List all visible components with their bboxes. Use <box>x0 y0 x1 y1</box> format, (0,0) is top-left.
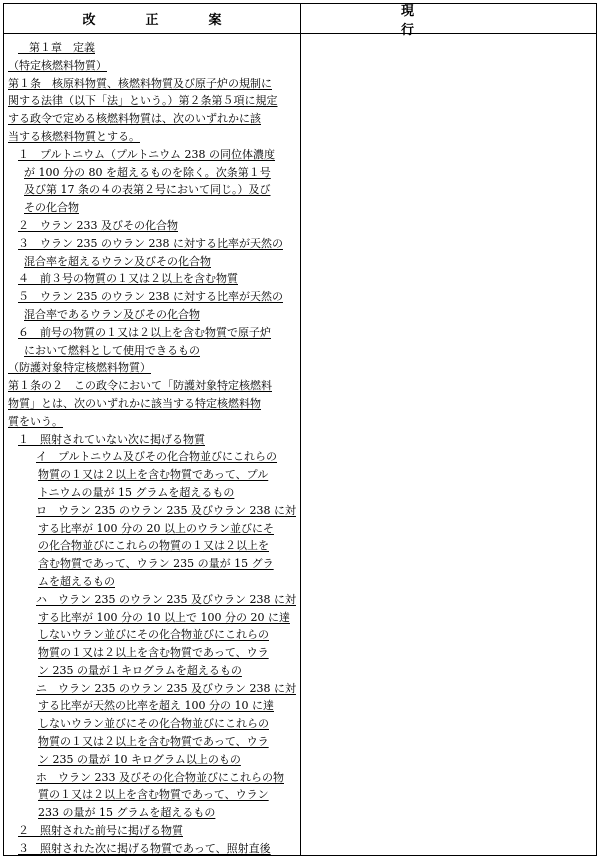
text-line <box>8 733 298 751</box>
text-line <box>8 520 298 538</box>
current-column <box>302 35 596 855</box>
text-line <box>8 164 298 182</box>
text-line-content: ムを超えるもの <box>38 574 115 588</box>
text-line <box>8 591 298 609</box>
text-line-content: しないウラン並びにその化合物並びにこれらの <box>38 717 269 731</box>
header-revised-draft: 改正案 <box>82 13 272 28</box>
text-line-content: 第１章 定義 <box>18 41 95 54</box>
text-line <box>8 573 298 591</box>
text-line-content: が 100 分の 80 を超えるものを除く。次条第１号 <box>24 165 271 179</box>
text-line-content: （防護対象特定核燃料物質） <box>8 361 151 375</box>
text-line-content: （特定核燃料物質） <box>8 58 107 72</box>
text-line <box>8 484 298 502</box>
text-line-content: 関する法律（以下「法」という。）第２条第５項に規定 <box>8 94 278 108</box>
text-line <box>8 431 298 449</box>
text-line <box>8 253 298 271</box>
text-line-content: その化合物 <box>24 201 79 215</box>
text-line-content: ６ 前号の物質の１又は２以上を含む物質で原子炉 <box>18 325 271 339</box>
text-line <box>8 39 298 57</box>
text-line-content: の化合物並びにこれらの物質の１又は２以上を <box>38 539 269 553</box>
text-line-content: する比率が 100 分の 20 以上のウラン並びにそ <box>38 521 274 535</box>
text-line <box>8 199 298 217</box>
text-line <box>8 537 298 555</box>
text-line-content: 当する核燃料物質とする。 <box>8 129 140 143</box>
text-line <box>8 840 298 858</box>
text-line <box>8 235 298 253</box>
text-line-content: ン 235 の量が 10 キログラム以上のもの <box>38 752 241 766</box>
text-line-content: する比率が 100 分の 10 以上で 100 分の 20 に達 <box>38 610 290 624</box>
text-line-content: 含む物質であって、ウラン 235 の量が 15 グラ <box>38 557 274 571</box>
text-line-content: 及び第 17 条の４の表第２号において同じ。）及び <box>24 183 271 197</box>
text-line-content: 第１条の２ この政令において「防護対象特定核燃料 <box>8 379 272 393</box>
text-line <box>8 697 298 715</box>
text-line <box>8 804 298 822</box>
text-line-content: 物質の１又は２以上を含む物質であって、プル <box>38 468 269 482</box>
text-line-content: ３ ウラン 235 のウラン 238 に対する比率が天然の <box>18 236 283 250</box>
text-line <box>8 715 298 733</box>
column-divider <box>300 4 301 855</box>
text-line-content: ２ ウラン 233 及びその化合物 <box>18 218 178 232</box>
text-line <box>8 146 298 164</box>
header-current: 現行 <box>401 3 515 38</box>
text-line-content: ２ 照射された前号に掲げる物質 <box>18 824 183 838</box>
text-line-content: ン 235 の量が１キログラムを超えるもの <box>38 663 242 677</box>
text-line <box>8 181 298 199</box>
text-line <box>8 751 298 769</box>
text-line <box>8 662 298 680</box>
text-line <box>8 466 298 484</box>
text-line-content: ３ 照射された次に掲げる物質であって、照射直後 <box>18 841 271 855</box>
text-line-content: 233 の量が 15 グラムを超えるもの <box>38 806 216 820</box>
text-line <box>8 822 298 840</box>
text-line-content: ロ ウラン 235 のウラン 235 及びウラン 238 に対 <box>36 503 296 517</box>
text-line <box>8 626 298 644</box>
text-line-content: する政令で定める核燃料物質は、次のいずれかに該 <box>8 112 261 126</box>
text-line-content: ４ 前３号の物質の１又は２以上を含む物質 <box>18 272 238 286</box>
text-line <box>8 128 298 146</box>
text-line <box>8 786 298 804</box>
text-line <box>8 359 298 377</box>
text-line <box>8 342 298 360</box>
text-line-content: 混合率であるウラン及びその化合物 <box>24 307 200 321</box>
text-line <box>8 448 298 466</box>
text-line-content: しないウラン並びにその化合物並びにこれらの <box>38 628 269 642</box>
text-line <box>8 413 298 431</box>
comparison-table <box>3 3 597 856</box>
text-line <box>8 377 298 395</box>
text-line <box>8 288 298 306</box>
text-line-content: ５ ウラン 235 のウラン 238 に対する比率が天然の <box>18 290 283 304</box>
text-line <box>8 555 298 573</box>
text-line-content: 質をいう。 <box>8 414 63 428</box>
text-line <box>8 57 298 75</box>
text-line <box>8 644 298 662</box>
text-line-content: において燃料として使用できるもの <box>24 343 200 357</box>
text-line <box>8 680 298 698</box>
text-line-content: ホ ウラン 233 及びその化合物並びにこれらの物 <box>36 770 284 784</box>
text-line <box>8 769 298 787</box>
text-line-content: ハ ウラン 235 のウラン 235 及びウラン 238 に対 <box>36 592 296 606</box>
text-line-content: 物質」とは、次のいずれかに該当する特定核燃料物 <box>8 396 261 410</box>
text-line-content: ニ ウラン 235 のウラン 235 及びウラン 238 に対 <box>36 681 296 695</box>
text-line <box>8 110 298 128</box>
text-line-content: 物質の１又は２以上を含む物質であって、ウラ <box>38 735 269 749</box>
revised-draft-column <box>8 39 298 858</box>
text-line <box>8 306 298 324</box>
text-line <box>8 502 298 520</box>
text-line <box>8 92 298 110</box>
text-line <box>8 217 298 235</box>
text-line-content: イ プルトニウム及びその化合物並びにこれらの <box>36 450 278 464</box>
text-line-content: １ 照射されていない次に掲げる物質 <box>18 432 205 446</box>
text-line <box>8 395 298 413</box>
text-line-content: する比率が天然の比率を超え 100 分の 10 に達 <box>38 699 274 713</box>
text-line-content: 物質の１又は２以上を含む物質であって、ウラ <box>38 646 269 660</box>
text-line-content: 混合率を超えるウラン及びその化合物 <box>24 254 211 268</box>
text-line <box>8 609 298 627</box>
text-line-content: 質の１又は２以上を含む物質であって、ウラン <box>38 788 269 802</box>
text-line-content: １ プルトニウム（プルトニウム 238 の同位体濃度 <box>18 147 276 161</box>
text-line <box>8 75 298 93</box>
text-line-content: 第１条 核原料物質、核燃料物質及び原子炉の規制に <box>8 76 272 90</box>
text-line-content: トニウムの量が 15 グラムを超えるもの <box>38 485 235 499</box>
text-line <box>8 324 298 342</box>
text-line <box>8 270 298 288</box>
